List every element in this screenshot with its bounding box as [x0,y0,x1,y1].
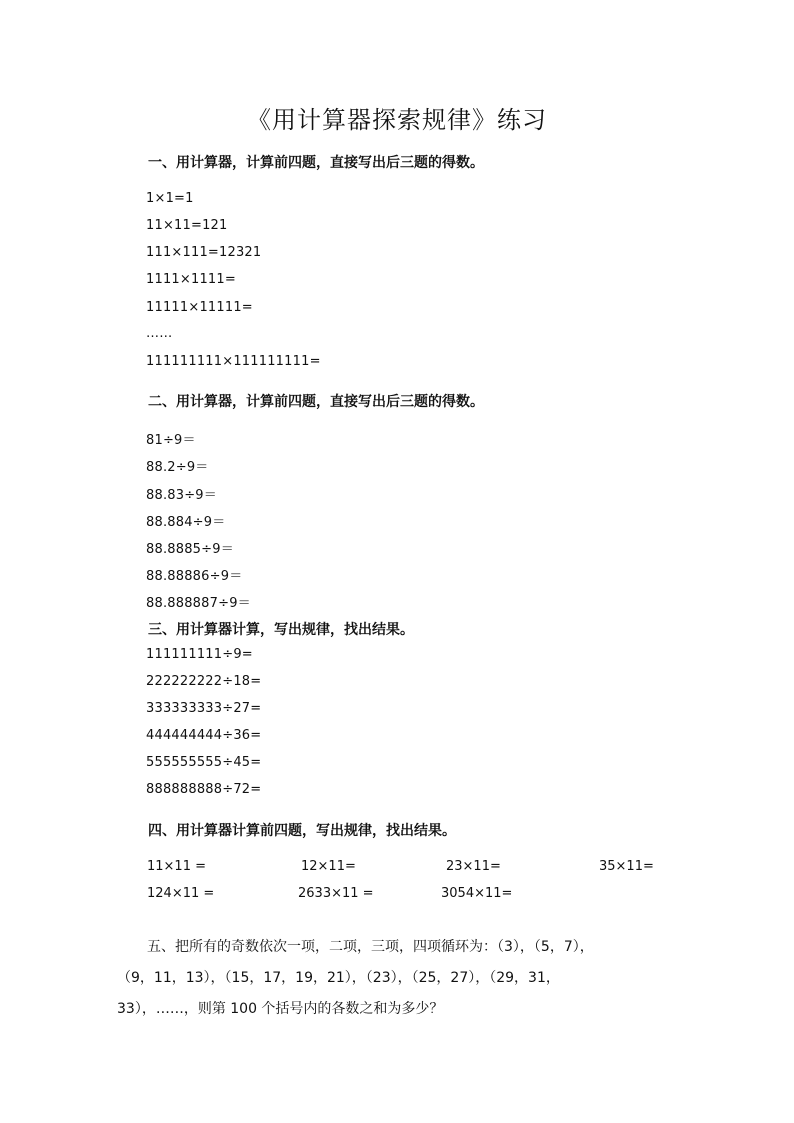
section-1-line: 1×1=1 [146,191,194,206]
section-2-line: 88.2÷9＝ [146,460,209,475]
section-4-problem: 11×11 = [147,859,207,874]
question-line: （9，11，13），（15，17，19，21），（23），（25，27），（29，31， [117,970,560,986]
section-3-line: 888888888÷72= [146,782,262,797]
question-line: 五、把所有的奇数依次一项，二项，三项，四项循环为：（3），（5，7）， [147,939,594,955]
section-5-question [117,932,677,1025]
section-2-heading: 二、用计算器，计算前四题，直接写出后三题的得数。 [148,394,484,410]
section-4-heading: 四、用计算器计算前四题，写出规律，找出结果。 [148,823,456,839]
section-4-problem: 3054×11= [441,886,513,901]
section-1-line: 1111×1111= [146,272,236,287]
section-2-line: 88.8885÷9＝ [146,542,234,557]
section-2-line: 88.88886÷9＝ [146,569,243,584]
section-3-line: 333333333÷27= [146,701,262,716]
section-1-heading: 一、用计算器，计算前四题，直接写出后三题的得数。 [148,155,484,171]
section-1-line: 111111111×111111111= [146,354,321,369]
section-1-line: 11111×11111= [146,300,253,315]
section-4-problem: 124×11 = [147,886,215,901]
section-4-problem: 35×11= [599,859,654,874]
section-1-line: 111×111=12321 [146,245,262,260]
section-2-line: 88.83÷9＝ [146,488,217,503]
section-4-problem: 23×11= [446,859,501,874]
section-2-line: 88.888887÷9＝ [146,596,251,611]
section-3-line: 555555555÷45= [146,755,262,770]
section-2-line: 81÷9＝ [146,433,196,448]
section-3-line: 222222222÷18= [146,674,262,689]
section-3-heading: 三、用计算器计算，写出规律，找出结果。 [148,622,414,638]
page-title: 《用计算器探索规律》练习 [247,106,547,134]
section-4-problem: 12×11= [301,859,356,874]
section-3-line: 444444444÷36= [146,728,262,743]
section-1-line: 11×11=121 [146,218,228,233]
section-3-line: 111111111÷9= [146,647,253,662]
section-4-problem: 2633×11 = [298,886,374,901]
section-2-line: 88.884÷9＝ [146,515,226,530]
section-1-ellipsis: …… [146,326,173,341]
question-line: 33），……，则第 100 个括号内的各数之和为多少？ [117,1001,444,1017]
